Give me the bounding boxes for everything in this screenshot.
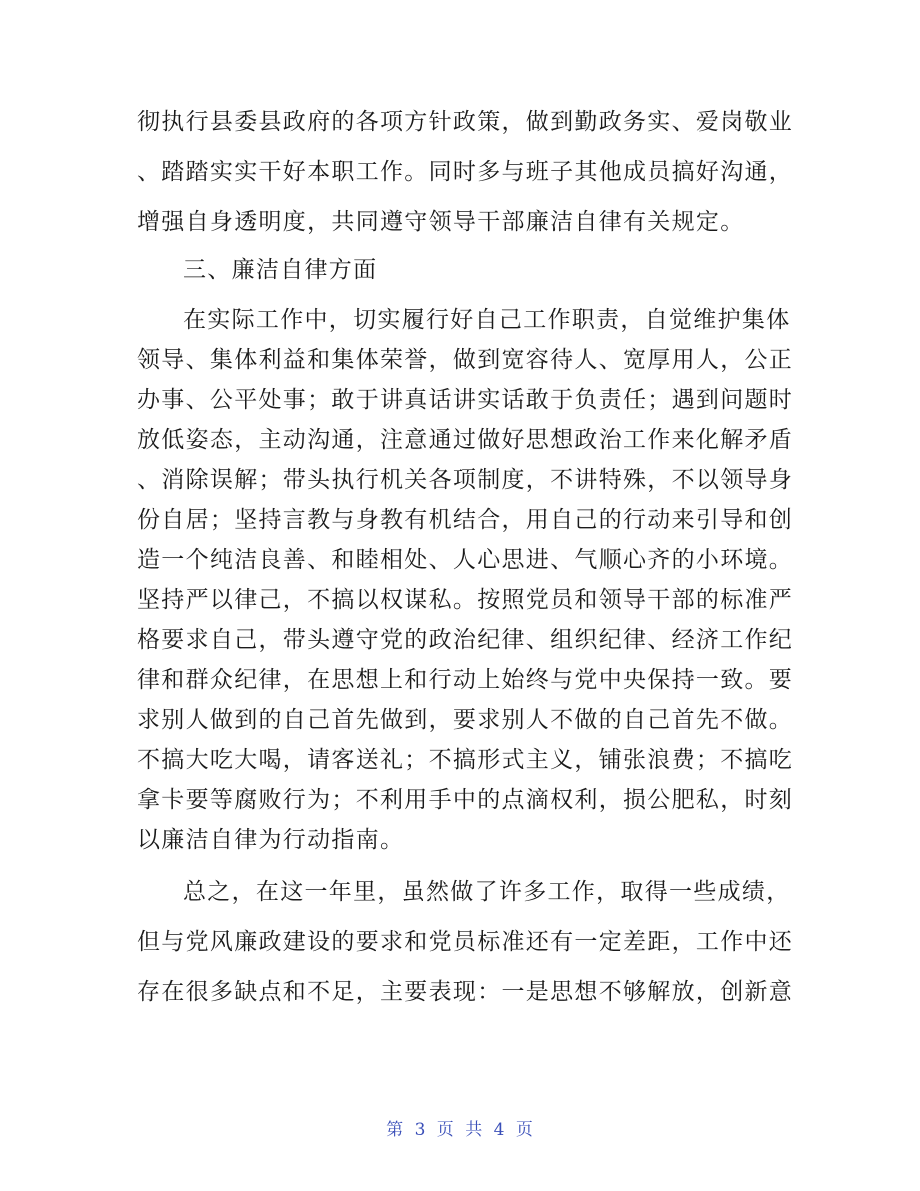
text-line: 不搞大吃大喝，请客送礼；不搞形式主义，铺张浪费；不搞吃 [137,747,794,773]
text-line: 拿卡要等腐败行为；不利用手中的点滴权利，损公肥私，时刻 [137,787,794,813]
text-line: 造一个纯洁良善、和睦相处、人心思进、气顺心齐的小环境。 [137,547,794,573]
page-footer [0,1115,920,1140]
text-line: 总之，在这一年里，虽然做了许多工作，取得一些成绩， [183,879,791,905]
text-line: 以廉洁自律为行动指南。 [137,827,405,853]
text-line: 领导、集体利益和集体荣誉，做到宽容待人、宽厚用人，公正 [137,347,794,373]
footer-total-label: 共 [465,1120,484,1140]
text-line: 放低姿态，主动沟通，注意通过做好思想政治工作来化解矛盾 [137,427,794,453]
text-line: 办事、公平处事；敢于讲真话讲实话敢于负责任；遇到问题时 [137,387,794,413]
footer-page-label: 页 [436,1120,455,1140]
current-page-number: 3 [414,1120,427,1140]
text-line: 、踏踏实实干好本职工作。同时多与班子其他成员搞好沟通， [137,159,794,185]
text-line: 坚持严以律己，不搞以权谋私。按照党员和领导干部的标准严 [137,587,794,613]
text-line: 律和群众纪律，在思想上和行动上始终与党中央保持一致。要 [137,667,794,693]
text-line: 存在很多缺点和不足，主要表现：一是思想不够解放，创新意 [137,979,794,1005]
text-line: 但与党风廉政建设的要求和党员标准还有一定差距，工作中还 [137,929,794,955]
text-line: 份自居；坚持言教与身教有机结合，用自己的行动来引导和创 [137,507,794,533]
footer-suffix: 页 [515,1120,534,1140]
text-line: 增强自身透明度，共同遵守领导干部廉洁自律有关规定。 [137,209,745,235]
text-line: 格要求自己，带头遵守党的政治纪律、组织纪律、经济工作纪 [137,627,794,653]
text-line: 彻执行县委县政府的各项方针政策，做到勤政务实、爱岗敬业 [137,109,794,135]
total-pages-number: 4 [493,1120,506,1140]
text-line: 、消除误解；带头执行机关各项制度，不讲特殊，不以领导身 [137,467,794,493]
text-line: 求别人做到的自己首先做到，要求别人不做的自己首先不做。 [137,707,794,733]
text-line: 在实际工作中，切实履行好自己工作职责，自觉维护集体 [183,307,791,333]
section-heading: 三、廉洁自律方面 [183,257,378,283]
footer-prefix: 第 [386,1120,405,1140]
